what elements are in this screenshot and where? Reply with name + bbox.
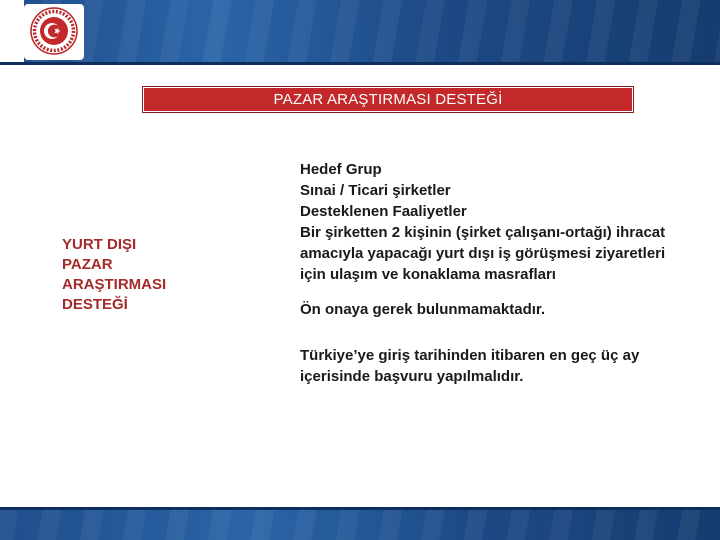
turkish-crescent-star-emblem-icon: [29, 6, 79, 56]
header-band: [0, 0, 720, 62]
target-group-value: Sınai / Ticari şirketler: [300, 182, 451, 199]
title-text: PAZAR ARAŞTIRMASI DESTEĞİ: [273, 91, 503, 108]
footer-band: [0, 510, 720, 540]
spacer: [300, 285, 680, 299]
spacer: [300, 320, 680, 345]
header-left-margin: [0, 0, 24, 62]
pre-approval-note: Ön onaya gerek bulunmamaktadır.: [300, 301, 546, 318]
application-deadline-note: Türkiye’ye giriş tarihinden itibaren en geç üç ay içerisinde başvuru yapılmalıdır.: [300, 347, 640, 385]
supported-activities-value: Bir şirketten 2 kişinin (şirket çalışanı-ortağı) ihracat amacıyla yapacağı yurt dışı iş görüşmesi ziyaretleri için ulaşım ve konaklama masrafları: [300, 224, 666, 283]
target-group-heading: Hedef Grup: [300, 161, 382, 178]
header-divider: [0, 62, 720, 65]
side-label: YURT DIŞI PAZAR ARAŞTIRMASI DESTEĞİ: [62, 236, 167, 313]
content-block: [300, 159, 680, 387]
title-bar: [143, 87, 633, 112]
supported-activities-heading: Desteklenen Faaliyetler: [300, 203, 467, 220]
